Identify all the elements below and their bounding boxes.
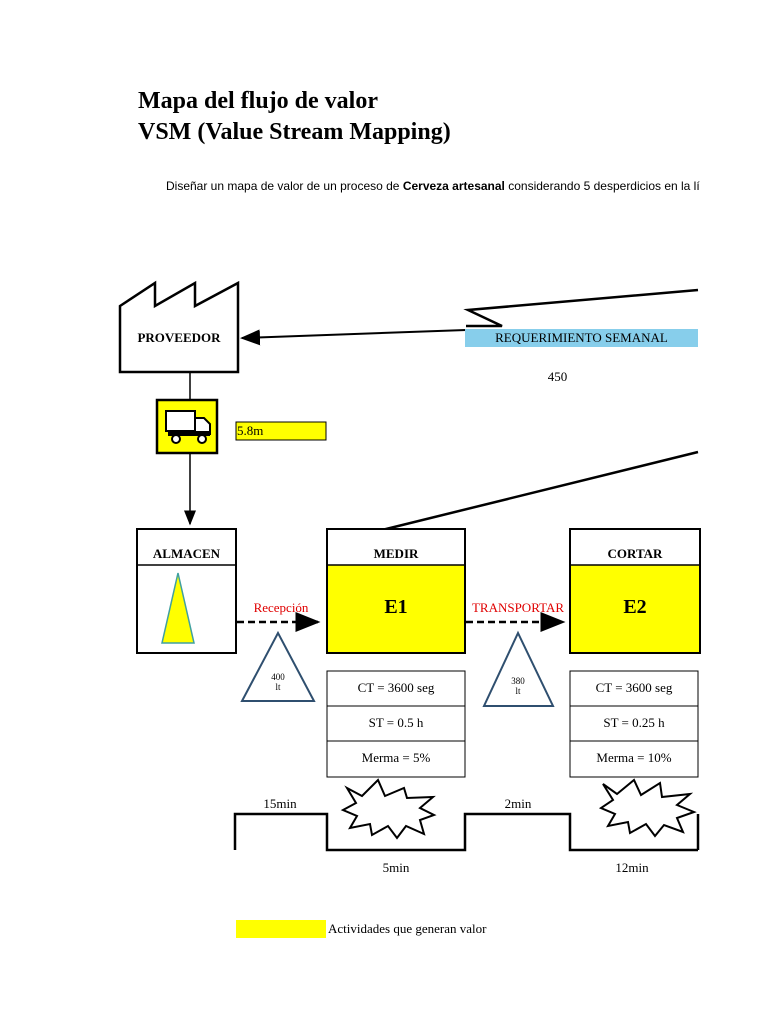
information-flow-line [382,290,698,530]
flow-label-transportar: TRANSPORTAR [471,600,565,615]
inventory-1-label [258,672,298,692]
order-arrow [242,330,466,338]
process-name-medir: MEDIR [373,546,419,561]
inventory-1-qty: 400 [271,672,285,682]
medir-ct: CT = 3600 seg [357,680,435,695]
inventory-1-unit: lt [275,682,281,692]
inventory-2-unit: lt [515,686,521,696]
flow-label-recepcion: Recepción [253,600,309,615]
legend-swatch [236,920,326,938]
process-name-cortar: CORTAR [607,546,663,561]
requirement-label: REQUERIMIENTO SEMANAL [495,330,668,345]
requirement-value: 450 [547,369,568,384]
cortar-merma: Merma = 10% [596,750,672,765]
page-subtitle-title: VSM (Value Stream Mapping) [138,119,451,145]
medir-st: ST = 0.5 h [368,715,424,730]
description-suffix: considerando 5 desperdicios en la lí [504,179,700,193]
page-title: Mapa del flujo de valor [138,88,378,114]
timeline-proc-1: 5min [382,860,410,875]
process-code-e1: E1 [384,596,408,618]
cortar-ct: CT = 3600 seg [595,680,673,695]
process-code-e2: E2 [623,596,647,618]
medir-merma: Merma = 5% [361,750,431,765]
inventory-2-qty: 380 [511,676,525,686]
description-prefix: Diseñar un mapa de valor de un proceso de [166,179,403,193]
timeline-wait-2: 2min [504,796,532,811]
kaizen-burst-1-icon [343,780,434,838]
legend-label: Actividades que generan valor [328,921,487,936]
timeline-wait-1: 15min [263,796,297,811]
timeline-proc-2: 12min [615,860,649,875]
kaizen-burst-2-icon [601,780,694,836]
transport-time: 5.8m [237,423,264,438]
inventory-2-label [498,676,538,696]
warehouse-label: ALMACEN [152,546,221,561]
cortar-st: ST = 0.25 h [603,715,665,730]
description-bold: Cerveza artesanal [402,179,505,193]
supplier-factory-icon [120,283,238,372]
supplier-label: PROVEEDOR [137,330,221,345]
